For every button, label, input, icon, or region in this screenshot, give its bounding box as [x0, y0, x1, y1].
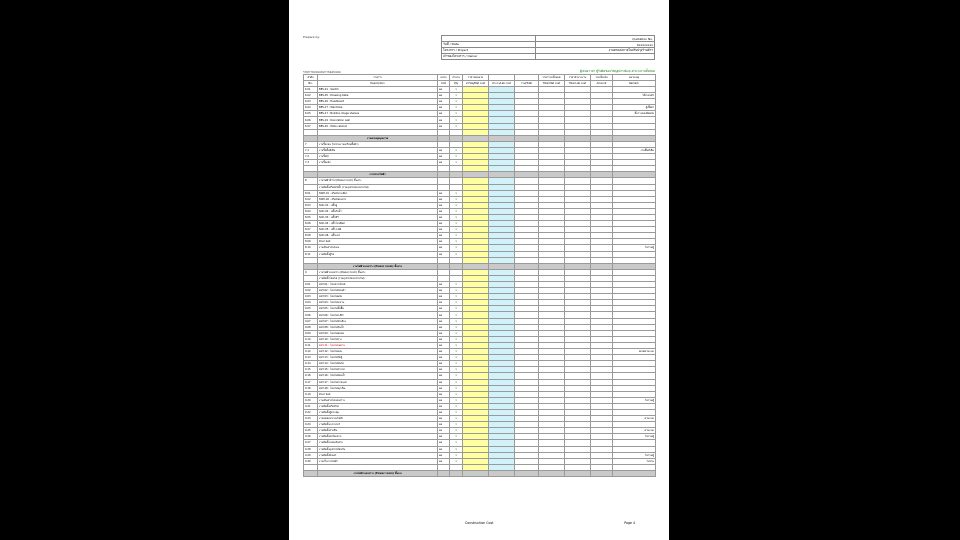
item-unit: ea [438, 452, 450, 458]
item-unit: ea [438, 428, 450, 434]
item-number: 6.07 [304, 123, 318, 129]
column-header: ค่าแรง/Lab cost [489, 81, 515, 87]
item-unit: ea [438, 117, 450, 123]
item-unit: ea [438, 373, 450, 379]
prepared-by-label: Prepare by: [303, 35, 320, 39]
item-number: 9.27 [304, 440, 318, 446]
column-header: Amount [591, 81, 613, 87]
item-unit: ea [438, 416, 450, 422]
cell [489, 470, 515, 476]
item-description: งานรื้อผนัง [318, 160, 438, 166]
item-description: งานติดตั้งสวิตช์ไฟ [318, 403, 438, 409]
cell [591, 470, 613, 476]
item-qty: 1 [450, 324, 463, 330]
item-number: 6.02 [304, 93, 318, 99]
item-qty: 1 [450, 312, 463, 318]
cell [463, 470, 489, 476]
item-description: LGT-04 : โคมไฟแขวน [318, 300, 438, 306]
item-unit: ea [438, 147, 450, 153]
item-description: งานติดตั้งมิเตอร์ [318, 452, 438, 458]
item-number: 6.01 [304, 87, 318, 93]
item-qty: 1 [450, 361, 463, 367]
column-header: Qty [450, 81, 463, 87]
item-description: SOC-04 : ปลั๊กโทรศัพท์ [318, 221, 438, 227]
item-unit: ea [438, 397, 450, 403]
item-qty: 1 [450, 367, 463, 373]
item-qty: 1 [450, 227, 463, 233]
item-unit: ea [438, 379, 450, 385]
item-qty: 1 [450, 336, 463, 342]
item-unit: ea [438, 214, 450, 220]
item-qty: 1 [450, 452, 463, 458]
item-description: LGT-16 : โคมไฟห้องน้ำ [318, 373, 438, 379]
item-unit: ea [438, 440, 450, 446]
item-qty: 1 [450, 221, 463, 227]
item-number: 9.10 [304, 336, 318, 342]
item-number: 9.18 [304, 385, 318, 391]
item-number: 9.29 [304, 452, 318, 458]
item-unit: ea [438, 282, 450, 288]
item-description: LGT-14 : โคมไฟบันได [318, 361, 438, 367]
column-header: Total Mat cost [539, 81, 565, 87]
cost-estimate-table [303, 74, 656, 477]
item-remark: ไม่รวม [613, 458, 656, 464]
item-unit: ea [438, 154, 450, 160]
column-header: รวม/Total [515, 81, 539, 87]
item-remark: โต๊ะแต่งตัว [613, 93, 656, 99]
column-header: ลำดับ [304, 75, 318, 81]
table-caption: รายการแบบและการออกแบบ [303, 70, 341, 74]
item-unit: ea [438, 391, 450, 397]
item-number: 9.08 [304, 324, 318, 330]
section-title: งานไฟฟ้าแสงสว่าง (Power room) ชั้นบน [318, 470, 438, 476]
item-description: งานติดตั้งอุปกรณ์ป้องกัน [318, 446, 438, 452]
responsibility-note: ผู้เสนอราคา ผู้รับผิดชอบวัสดุอุปกรณ์และค่าแรงงานทั้งหมด [579, 69, 655, 73]
column-header: ราคาค่าแรงงาน [565, 75, 591, 81]
item-number: 9.09 [304, 330, 318, 336]
cell [515, 470, 539, 476]
item-unit: ea [438, 93, 450, 99]
item-unit: ea [438, 446, 450, 452]
item-qty: 1 [450, 117, 463, 123]
item-unit: ea [438, 190, 450, 196]
info-value [535, 54, 654, 60]
column-header: Description [318, 81, 438, 87]
item-description: SOC-02 : ปลั๊กกันน้ำ [318, 208, 438, 214]
item-description: Door bell [318, 391, 438, 397]
item-description: LGT-05 : โคมไฟตั้งพื้น [318, 306, 438, 312]
item-qty: 1 [450, 355, 463, 361]
item-qty: 1 [450, 105, 463, 111]
item-qty: 1 [450, 233, 463, 239]
info-value: งานตกแต่งภายในปรับปรุงร้านค้าฯ [535, 48, 654, 54]
item-remark: ไม่รวมตู้ [613, 434, 656, 440]
item-unit: ea [438, 196, 450, 202]
column-header: รวมเป็นเงิน [591, 75, 613, 81]
item-unit: ea [438, 324, 450, 330]
item-qty: 1 [450, 446, 463, 452]
item-remark: ไม่รวมตู้ [613, 452, 656, 458]
item-description: SOC-05 : ปลั๊ก LAN [318, 227, 438, 233]
item-number: 8.05 [304, 214, 318, 220]
cell [450, 470, 463, 476]
item-description: LGT-17 : โคมไฟภายนอก [318, 379, 438, 385]
item-remark: ไม่รวมตู้ [613, 397, 656, 403]
item-number: 8.10 [304, 245, 318, 251]
section-header-row [304, 470, 656, 476]
item-qty: 1 [450, 87, 463, 93]
column-header: Unit [438, 81, 450, 87]
item-unit: ea [438, 221, 450, 227]
item-qty: 1 [450, 294, 463, 300]
item-number: 9.14 [304, 361, 318, 367]
item-qty: 1 [450, 111, 463, 117]
item-qty: 1 [450, 154, 463, 160]
item-remark: งานพื้นที่เดิม [613, 147, 656, 153]
item-number: 8.09 [304, 239, 318, 245]
item-qty: 1 [450, 214, 463, 220]
item-number: 9.12 [304, 349, 318, 355]
item-unit: ea [438, 160, 450, 166]
item-unit: ea [438, 330, 450, 336]
item-qty: 1 [450, 306, 463, 312]
item-number: 9.07 [304, 318, 318, 324]
item-qty: 1 [450, 379, 463, 385]
item-unit: ea [438, 385, 450, 391]
item-number: 9.19 [304, 391, 318, 397]
item-unit: ea [438, 300, 450, 306]
item-description: งานติดตั้งตู้ไฟ [318, 251, 438, 257]
item-description: SWH-02 : สวิตช์สองทาง [318, 196, 438, 202]
item-number: 8.11 [304, 251, 318, 257]
item-qty: 1 [450, 300, 463, 306]
item-description: งานเดินสายไฟเมน [318, 245, 438, 251]
item-unit: ea [438, 318, 450, 324]
info-label: วันที่ / Date [442, 42, 536, 48]
item-unit: ea [438, 288, 450, 294]
item-qty: 1 [450, 318, 463, 324]
cell [304, 470, 318, 476]
item-number: 8.02 [304, 196, 318, 202]
item-number: 9.15 [304, 367, 318, 373]
section-title: งานระบบไฟฟ้า [318, 172, 438, 178]
item-description: งานติดตั้งโคมไฟ (รวมอุปกรณ์และสายไฟ) [318, 275, 438, 281]
item-qty: 1 [450, 251, 463, 257]
item-unit: ea [438, 349, 450, 355]
item-number: 8 [304, 178, 318, 184]
item-number: 9 [304, 269, 318, 275]
item-number: 9.17 [304, 379, 318, 385]
item-qty: 1 [450, 99, 463, 105]
item-number: 9.06 [304, 312, 318, 318]
item-qty: 1 [450, 208, 463, 214]
cell [539, 470, 565, 476]
column-header: หน่วย [438, 75, 450, 81]
item-unit: ea [438, 251, 450, 257]
column-header: หมายเหตุ [613, 75, 656, 81]
item-unit: ea [438, 233, 450, 239]
item-qty: 1 [450, 458, 463, 464]
item-unit: ea [438, 105, 450, 111]
item-description: งานเก็บงานไฟฟ้า [318, 458, 438, 464]
item-unit: ea [438, 342, 450, 348]
page-number: Page 4 [624, 521, 635, 525]
item-unit: ea [438, 123, 450, 129]
item-qty: 1 [450, 434, 463, 440]
item-number: 9.30 [304, 458, 318, 464]
item-qty: 1 [450, 282, 463, 288]
item-description: งานติดตั้งเบรกเกอร์ [318, 422, 438, 428]
item-description: LGT-11 : โคมไฟเพดาน [318, 342, 438, 348]
item-number: 9.26 [304, 434, 318, 440]
item-unit: ea [438, 367, 450, 373]
cell [438, 470, 450, 476]
item-description: งานไฟฟ้าทั่วไป (Power room) ชั้นล่าง [318, 178, 438, 184]
item-qty: 1 [450, 409, 463, 415]
item-qty: 1 [450, 422, 463, 428]
info-row [442, 54, 655, 60]
item-unit: ea [438, 245, 450, 251]
item-number: 8.06 [304, 221, 318, 227]
item-number: 9.21 [304, 403, 318, 409]
item-qty: 1 [450, 440, 463, 446]
item-description: LGT-10 : โคมไฟราง [318, 336, 438, 342]
item-qty: 1 [450, 93, 463, 99]
item-remark: ตามแบบ [613, 428, 656, 434]
item-number: 9.04 [304, 300, 318, 306]
item-unit: ea [438, 361, 450, 367]
item-number: 8.01 [304, 190, 318, 196]
item-description: LGT-08 : โคมไฟกันน้ำ [318, 324, 438, 330]
item-description: LGT-03 : โคมไฟผนัง [318, 294, 438, 300]
item-qty: 1 [450, 147, 463, 153]
item-number: 6.06 [304, 117, 318, 123]
item-remark: ตามแบบ [613, 416, 656, 422]
item-description: งานทดสอบระบบไฟฟ้า [318, 416, 438, 422]
item-description: SWH-01 : สวิตช์ทางเดียว [318, 190, 438, 196]
item-description: LGT-09 : โคมไฟสปอต [318, 330, 438, 336]
item-unit: ea [438, 111, 450, 117]
item-number: 9.24 [304, 422, 318, 428]
project-info-table [441, 35, 655, 60]
item-description: BES-16 : Headboard [318, 99, 438, 105]
item-unit: ea [438, 227, 450, 233]
item-number: 9.11 [304, 342, 318, 348]
item-qty: 1 [450, 160, 463, 166]
item-description: งานติดตั้งสวิตช์/ปลั๊ก (รวมอุปกรณ์และสายไฟ) [318, 184, 438, 190]
item-number: 8.07 [304, 227, 318, 233]
item-qty: 1 [450, 397, 463, 403]
item-unit: ea [438, 306, 450, 312]
item-remark: ตู้เสื้อผ้า [613, 105, 656, 111]
item-qty: 1 [450, 373, 463, 379]
item-unit: ea [438, 403, 450, 409]
item-qty: 1 [450, 202, 463, 208]
item-number: 9.20 [304, 397, 318, 403]
item-number: 7.2 [304, 154, 318, 160]
item-unit: ea [438, 312, 450, 318]
item-description: BES-20 : Wide cabinet [318, 123, 438, 129]
column-header: ค่าวัสดุ/Mat cost [463, 81, 489, 87]
info-value: Xxxxxxxxx [535, 42, 654, 48]
item-description: BES-05 : Dressing table [318, 93, 438, 99]
item-number: 9.16 [304, 373, 318, 379]
section-title: งานควบคุมคุณภาพ [318, 135, 438, 141]
item-description: งานติดตั้งสายดิน [318, 428, 438, 434]
item-qty: 1 [450, 385, 463, 391]
item-remark: สเปคตามแบบ [613, 349, 656, 355]
column-header: รายการ [318, 75, 438, 81]
item-number: 9.02 [304, 288, 318, 294]
item-description: งานติดตั้งตู้ควบคุม [318, 409, 438, 415]
item-remark: ไม่รวมตู้ [613, 245, 656, 251]
cell [565, 470, 591, 476]
item-description: LGT-18 : โคมไฟฉุกเฉิน [318, 385, 438, 391]
item-unit: ea [438, 239, 450, 245]
item-number: 6.03 [304, 99, 318, 105]
item-unit: ea [438, 409, 450, 415]
item-unit: ea [438, 87, 450, 93]
item-description: งานเดินสายไฟแสงสว่าง [318, 397, 438, 403]
item-description: งานติดตั้งท่อร้อยสาย [318, 434, 438, 440]
column-header: ราคาต่อหน่วย [463, 75, 489, 81]
item-unit: ea [438, 208, 450, 214]
item-number: 6.04 [304, 105, 318, 111]
item-qty: 1 [450, 391, 463, 397]
item-qty: 1 [450, 428, 463, 434]
item-qty: 1 [450, 349, 463, 355]
item-description: BES-17 : Buildins image shelves [318, 111, 438, 117]
item-description: BES-01 : Switch [318, 87, 438, 93]
item-number: 9.23 [304, 416, 318, 422]
item-description: Door bell [318, 239, 438, 245]
item-description: งานรื้อพื้นที่เดิม [318, 147, 438, 153]
item-description: BES-17 : Wardrobe [318, 105, 438, 111]
item-description: SOC-06 : ปลั๊กแอร์ [318, 233, 438, 239]
info-label: เจ้าของโครงการ / Owner [442, 54, 536, 60]
item-number: 9.22 [304, 409, 318, 415]
item-number: 6.05 [304, 111, 318, 117]
item-number: 8.04 [304, 208, 318, 214]
item-description: SOC-01 : ปลั๊กคู่ [318, 202, 438, 208]
item-unit: ea [438, 458, 450, 464]
item-number: 9.03 [304, 294, 318, 300]
item-number: 7.1 [304, 147, 318, 153]
section-title: งานไฟฟ้าแสงสว่าง (Power room) ชั้นล่าง [318, 263, 438, 269]
item-number: 9.28 [304, 446, 318, 452]
column-header: No. [304, 81, 318, 87]
item-number: 7.3 [304, 160, 318, 166]
info-value: Quotation No. [535, 36, 654, 42]
column-header: ราคารวมทั้งหมด [539, 75, 565, 81]
item-description: LGT-15 : โคมไฟกระจก [318, 367, 438, 373]
column-header: Remark [613, 81, 656, 87]
item-qty: 1 [450, 416, 463, 422]
item-qty: 1 [450, 330, 463, 336]
item-description: งานรื้อฝ้า [318, 154, 438, 160]
item-qty: 1 [450, 342, 463, 348]
item-description: BES-19 : Decoration wall [318, 117, 438, 123]
item-qty: 1 [450, 403, 463, 409]
info-label: โครงการ / Project [442, 48, 536, 54]
item-unit: ea [438, 434, 450, 440]
item-unit: ea [438, 202, 450, 208]
item-description: งานไฟฟ้าแสงสว่าง (Power room) ชั้นล่าง [318, 269, 438, 275]
item-description: งานรื้อถอน (ไม่รวมงานเตรียมพื้นผิว) [318, 141, 438, 147]
item-qty: 1 [450, 123, 463, 129]
item-number: 9.25 [304, 428, 318, 434]
item-number: 7 [304, 141, 318, 147]
item-number: 9.01 [304, 282, 318, 288]
item-qty: 1 [450, 190, 463, 196]
item-description: LGT-13 : โคมไฟใต้ตู้ [318, 355, 438, 361]
item-description: LGT-06 : โคมไฟ LED [318, 312, 438, 318]
item-number: 8.08 [304, 233, 318, 239]
item-description: LGT-12 : โคมไฟแต่ง [318, 349, 438, 355]
item-description: LGT-07 : โคมไฟหัวเตียง [318, 318, 438, 324]
item-description: LGT-01 : โคมดาวน์ไลท์ [318, 282, 438, 288]
item-unit: ea [438, 336, 450, 342]
item-qty: 1 [450, 239, 463, 245]
item-unit: ea [438, 355, 450, 361]
item-number: 8.03 [304, 202, 318, 208]
item-description: SOC-03 : ปลั๊กทีวี [318, 214, 438, 220]
item-qty: 1 [450, 196, 463, 202]
cell [613, 470, 656, 476]
document-page [289, 0, 669, 540]
item-number: 9.13 [304, 355, 318, 361]
item-qty: 1 [450, 288, 463, 294]
item-unit: ea [438, 294, 450, 300]
item-description: งานติดตั้งกล่องพักสาย [318, 440, 438, 446]
column-header: Total Lab cost [565, 81, 591, 87]
item-remark: ชั้นวางของติดผนัง [613, 111, 656, 117]
item-qty: 1 [450, 245, 463, 251]
item-number: 9.05 [304, 306, 318, 312]
item-unit: ea [438, 422, 450, 428]
footer-title: Construction Cost [465, 521, 494, 525]
item-unit: ea [438, 99, 450, 105]
item-description: LGT-02 : โคมไฟซ่อนฝ้า [318, 288, 438, 294]
column-header: จำนวน [450, 75, 463, 81]
